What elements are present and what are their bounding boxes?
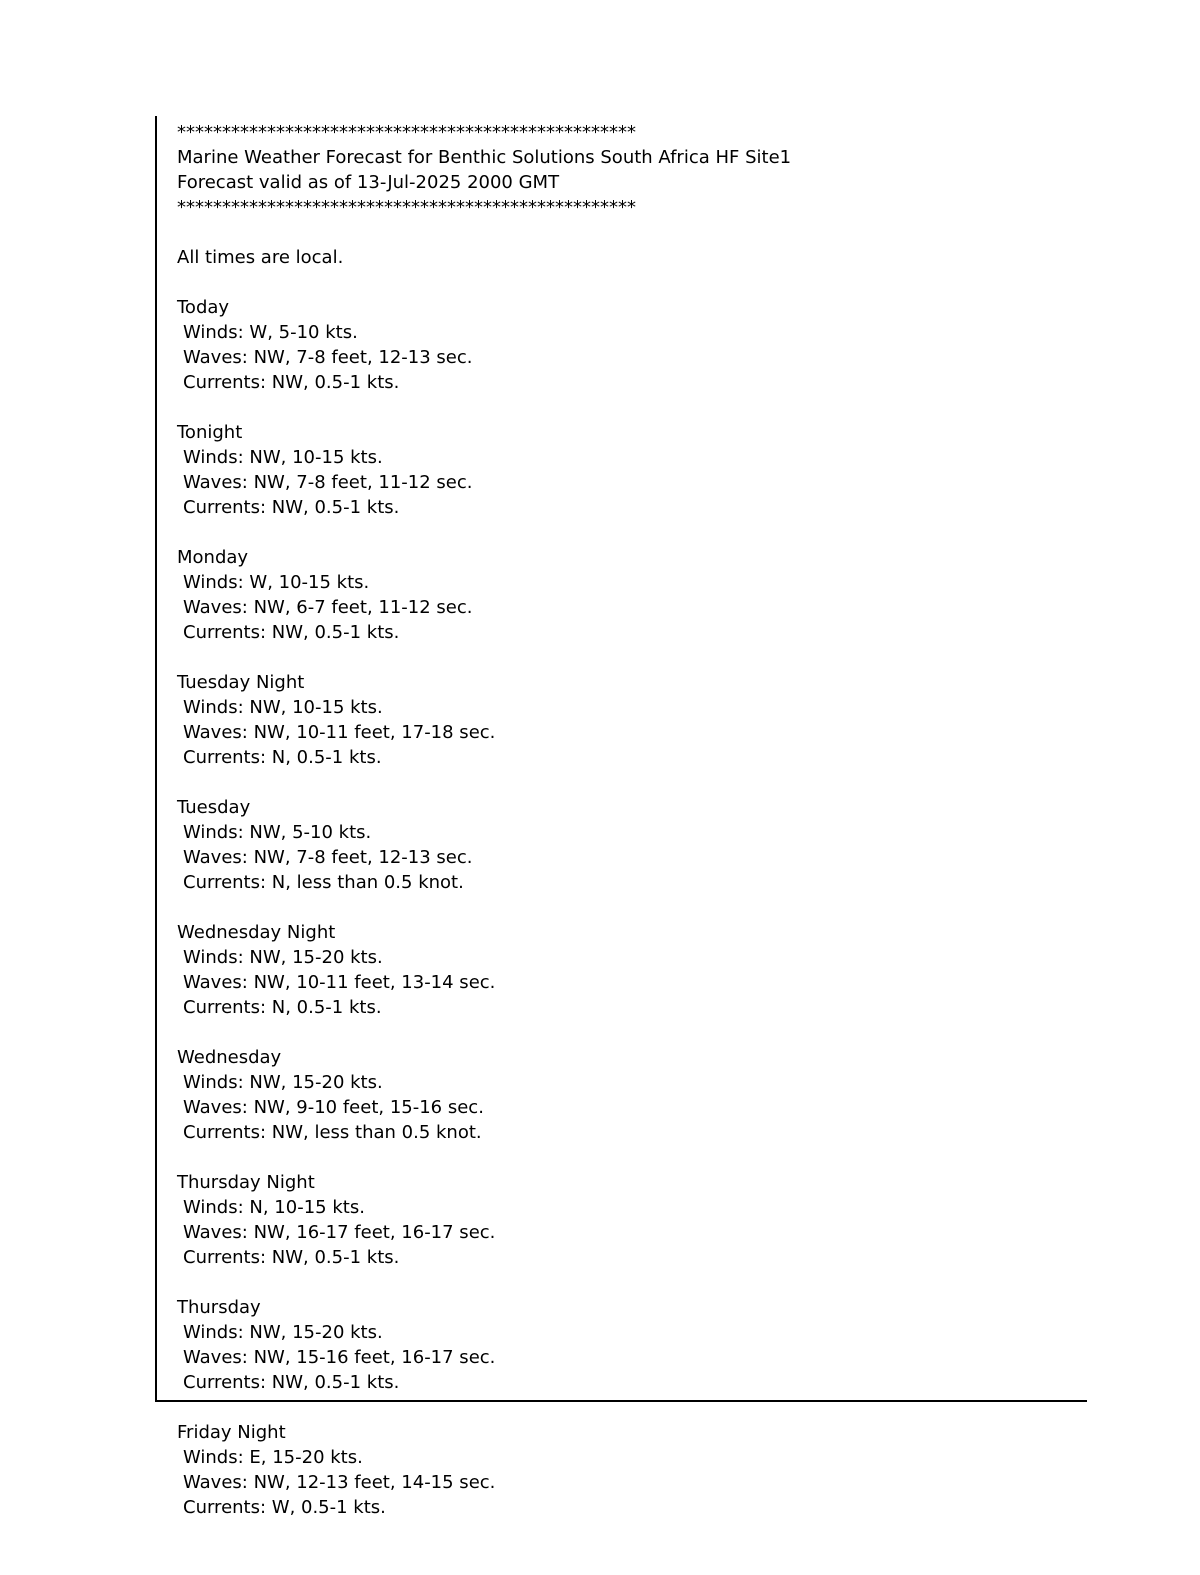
period-name: Today	[177, 297, 230, 318]
period-currents: Currents: N, 0.5-1 kts.	[183, 747, 382, 768]
period-waves: Waves: NW, 6-7 feet, 11-12 sec.	[183, 597, 473, 618]
period-currents: Currents: NW, 0.5-1 kts.	[183, 372, 400, 393]
forecast-period	[177, 670, 791, 770]
blank-line	[177, 220, 791, 245]
period-currents: Currents: NW, 0.5-1 kts.	[183, 622, 400, 643]
forecast-period	[177, 1295, 791, 1395]
forecast-period	[177, 1045, 791, 1145]
blank-line	[177, 270, 791, 295]
period-winds: Winds: NW, 10-15 kts.	[183, 697, 383, 718]
separator-line-top: ***************************************************	[177, 122, 636, 143]
forecast-period	[177, 920, 791, 1020]
separator-line-bottom: ***************************************************	[177, 197, 636, 218]
forecast-period	[177, 1420, 495, 1520]
period-name: Monday	[177, 547, 249, 568]
period-winds: Winds: E, 15-20 kts.	[183, 1447, 363, 1468]
period-waves: Waves: NW, 7-8 feet, 12-13 sec.	[183, 847, 473, 868]
period-currents: Currents: NW, 0.5-1 kts.	[183, 1372, 400, 1393]
period-winds: Winds: NW, 15-20 kts.	[183, 947, 383, 968]
period-winds: Winds: W, 10-15 kts.	[183, 572, 370, 593]
frame-left-border	[155, 116, 157, 1402]
period-waves: Waves: NW, 9-10 feet, 15-16 sec.	[183, 1097, 484, 1118]
period-winds: Winds: NW, 10-15 kts.	[183, 447, 383, 468]
forecast-period	[177, 295, 791, 395]
period-waves: Waves: NW, 10-11 feet, 13-14 sec.	[183, 972, 496, 993]
forecast-period	[177, 420, 791, 520]
period-waves: Waves: NW, 10-11 feet, 17-18 sec.	[183, 722, 496, 743]
period-name: Thursday	[177, 1297, 261, 1318]
forecast-page2	[177, 1420, 495, 1545]
period-name: Friday Night	[177, 1422, 286, 1443]
period-winds: Winds: W, 5-10 kts.	[183, 322, 358, 343]
period-waves: Waves: NW, 7-8 feet, 11-12 sec.	[183, 472, 473, 493]
period-name: Tonight	[177, 422, 243, 443]
period-waves: Waves: NW, 16-17 feet, 16-17 sec.	[183, 1222, 496, 1243]
forecast-period	[177, 795, 791, 895]
period-winds: Winds: NW, 15-20 kts.	[183, 1072, 383, 1093]
forecast-valid-line: Forecast valid as of 13-Jul-2025 2000 GMT	[177, 172, 560, 193]
period-name: Thursday Night	[177, 1172, 315, 1193]
period-waves: Waves: NW, 12-13 feet, 14-15 sec.	[183, 1472, 496, 1493]
period-currents: Currents: NW, 0.5-1 kts.	[183, 497, 400, 518]
period-currents: Currents: NW, 0.5-1 kts.	[183, 1247, 400, 1268]
period-name: Tuesday Night	[177, 672, 305, 693]
periods-list-page2	[177, 1420, 495, 1520]
forecast-page1	[177, 120, 791, 1420]
period-name: Tuesday	[177, 797, 251, 818]
period-waves: Waves: NW, 7-8 feet, 12-13 sec.	[183, 347, 473, 368]
times-note: All times are local.	[177, 247, 344, 268]
forecast-period	[177, 545, 791, 645]
period-winds: Winds: NW, 5-10 kts.	[183, 822, 372, 843]
period-currents: Currents: N, less than 0.5 knot.	[183, 872, 464, 893]
period-winds: Winds: NW, 15-20 kts.	[183, 1322, 383, 1343]
forecast-title: Marine Weather Forecast for Benthic Solutions South Africa HF Site1	[177, 147, 792, 168]
period-waves: Waves: NW, 15-16 feet, 16-17 sec.	[183, 1347, 496, 1368]
periods-list-page1	[177, 295, 791, 1395]
period-name: Wednesday	[177, 1047, 282, 1068]
period-currents: Currents: W, 0.5-1 kts.	[183, 1497, 386, 1518]
forecast-period	[177, 1170, 791, 1270]
period-currents: Currents: NW, less than 0.5 knot.	[183, 1122, 482, 1143]
period-currents: Currents: N, 0.5-1 kts.	[183, 997, 382, 1018]
period-name: Wednesday Night	[177, 922, 336, 943]
period-winds: Winds: N, 10-15 kts.	[183, 1197, 365, 1218]
